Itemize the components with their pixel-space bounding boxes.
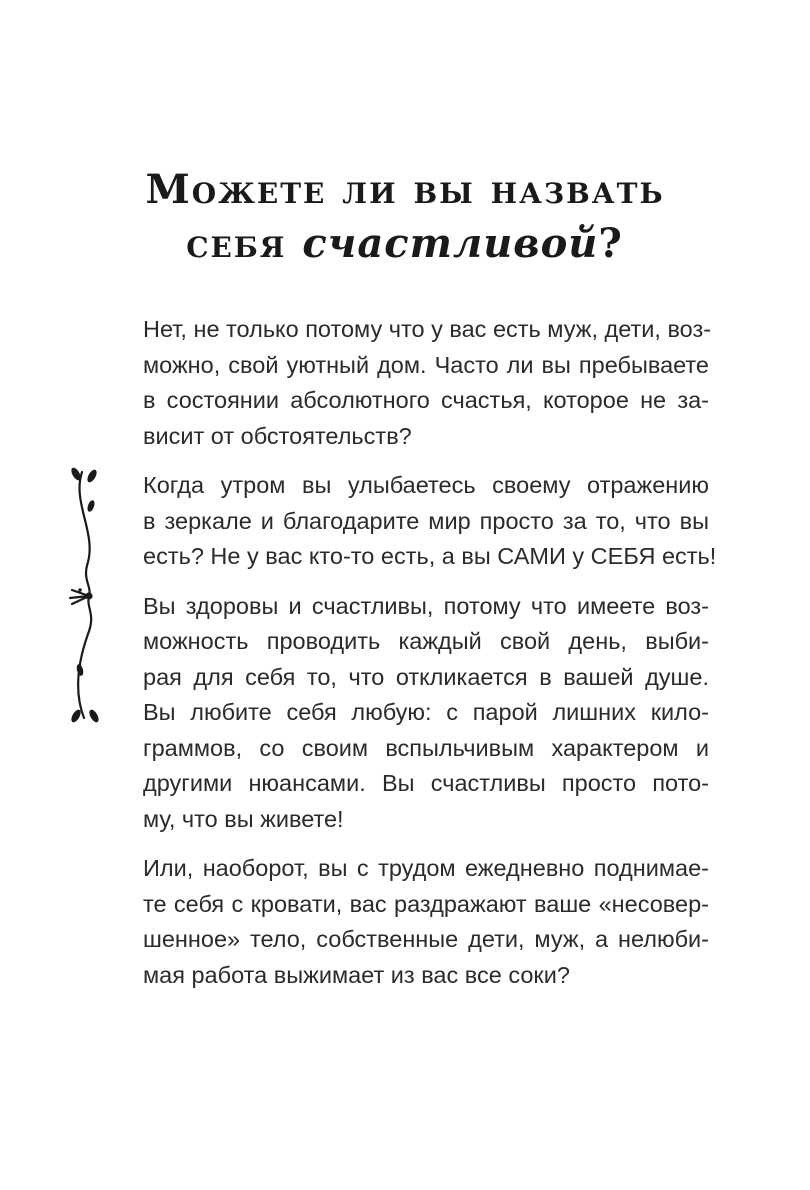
title-emphasis: счастливой (302, 219, 599, 267)
text-line: можно, свой уютный дом. Часто ли вы пребываете (143, 351, 709, 378)
chapter-title (60, 163, 750, 271)
text-line: Или, наоборот, вы с трудом ежедневно поднимае- (143, 855, 709, 881)
text-line: шенное» тело, собственные дети, муж, а нелюби- (143, 926, 709, 952)
text-line: Вы любите себя любую: с парой лишних кило- (143, 699, 709, 725)
title-question-mark: ? (598, 219, 624, 267)
paragraph-3 (143, 589, 709, 838)
paragraph-2 (143, 468, 717, 575)
text-line: те себя с кровати, вас раздражают ваше «несовер- (143, 890, 709, 917)
text-line: мая работа выжимает из вас все соки? (143, 961, 570, 988)
text-line: Нет, не только потому что у вас есть муж, дети, воз- (143, 316, 712, 342)
title-line-2 (60, 217, 750, 271)
text-line: му, что вы живете! (143, 805, 344, 832)
text-line: рая для себя то, что откликается в вашей душе. (143, 663, 709, 690)
text-line: другими нюансами. Вы счастливы просто пото- (143, 770, 709, 796)
body-text (143, 312, 717, 1007)
text-line: можность проводить каждый свой день, выби- (143, 628, 709, 654)
text-line: Вы здоровы и счастливы, потому что имеете воз- (143, 592, 709, 619)
text-line: Когда утром вы улыбаетесь своему отражению (143, 472, 709, 498)
title-line-1: Можете ли вы назвать (145, 165, 665, 213)
text-line: граммов, со своим вспыльчивым характером и (143, 734, 709, 761)
title-prefix: себя (186, 219, 303, 267)
text-line: висит от обстоятельств? (143, 422, 412, 449)
paragraph-1 (143, 312, 712, 454)
paragraph-4 (143, 851, 709, 993)
text-line: в состоянии абсолютного счастья, которое не за- (143, 387, 709, 413)
text-line: в зеркале и благодарите мир просто за то, что вы (143, 507, 709, 534)
text-line: есть? Не у вас кто-то есть, а вы САМИ у СЕБЯ есть! (143, 543, 717, 569)
vine-flourish-icon (62, 462, 108, 730)
